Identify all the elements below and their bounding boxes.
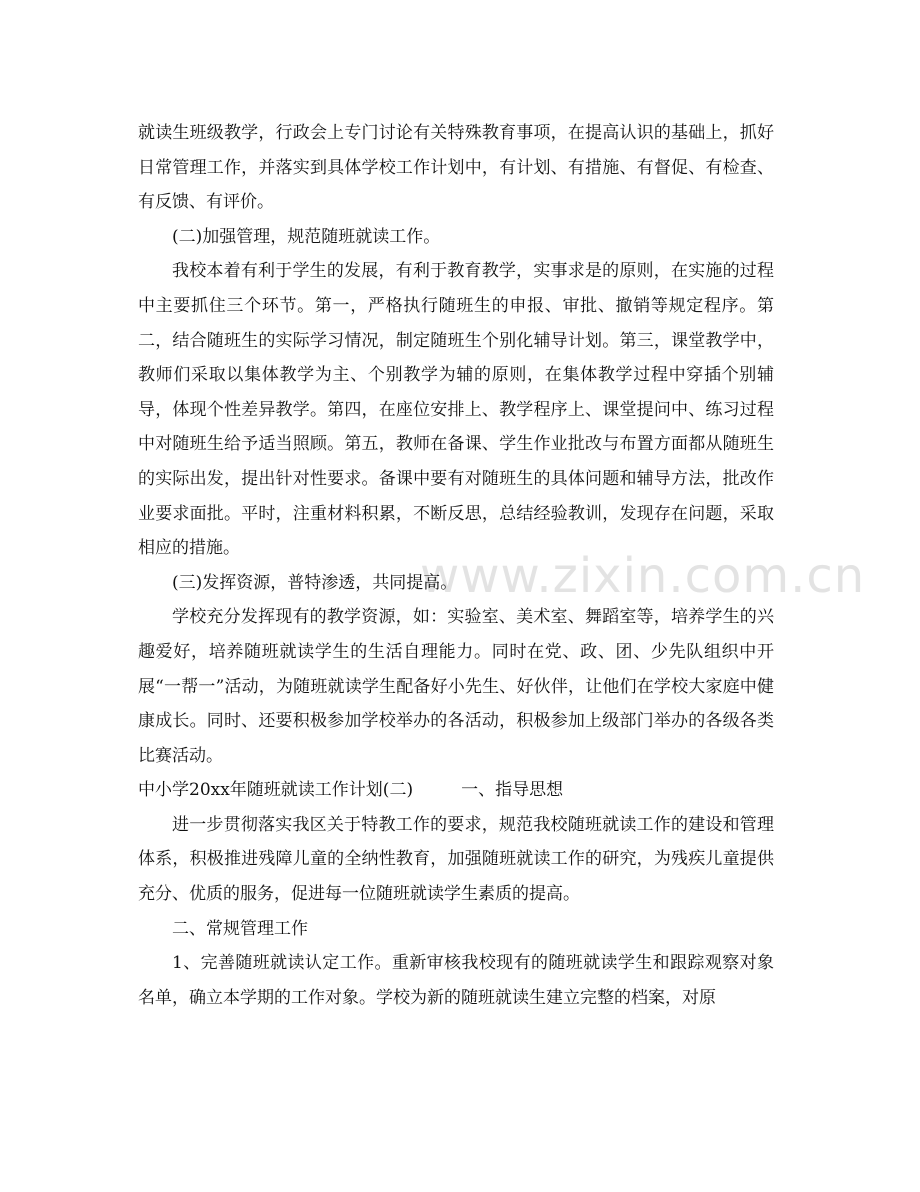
watermark: www.zixin.com.cn bbox=[420, 548, 866, 604]
plan-title-line bbox=[138, 773, 774, 808]
paragraph-8: 1、完善随班就读认定工作。重新审核我校现有的随班就读学生和跟踪观察对象名单，确立本学期的工作对象。学校为新的随班就读生建立完整的档案，对原 bbox=[138, 953, 774, 1008]
plan-title: 中小学20xx年随班就读工作计划(二) bbox=[138, 780, 414, 801]
paragraph-6: 进一步贯彻落实我区关于特教工作的要求，规范我校随班就读工作的建设和管理体系，积极推进残障儿童的全纳性教育，加强随班就读工作的研究，为残疾儿童提供充分、优质的服务，促进每一位随班就读学生素质的提高。 bbox=[138, 814, 774, 905]
document-body bbox=[138, 116, 774, 1015]
section-heading-routine: 二、常规管理工作 bbox=[172, 918, 308, 939]
paragraph-5: 学校充分发挥现有的教学资源，如：实验室、美术室、舞蹈室等，培养学生的兴趣爱好，培养随班就读学生的生活自理能力。同时在党、政、团、少先队组织中开展“一帮一”活动，为随班就读学生配备好小先生、好伙伴，让他们在学校大家庭中健康成长。同时、还要积极参加学校举办的各活动，积极参加上级部门举办的各级各类比赛活动。 bbox=[138, 607, 774, 766]
section-heading-2: (二)加强管理，规范随班就读工作。 bbox=[172, 226, 441, 247]
section-title: 一、指导思想 bbox=[461, 780, 564, 801]
paragraph-1: 就读生班级教学，行政会上专门讨论有关特殊教育事项，在提高认识的基础上，抓好日常管理工作，并落实到具体学校工作计划中，有计划、有措施、有督促、有检查、有反馈、有评价。 bbox=[138, 123, 774, 213]
paragraph-3: 我校本着有利于学生的发展，有利于教育教学，实事求是的原则，在实施的过程中主要抓住三个环节。第一，严格执行随班生的申报、审批、撤销等规定程序。第二，结合随班生的实际学习情况，制定随班生个别化辅导计划。第三，课堂教学中，教师们采取以集体教学为主、个别教学为辅的原则，在集体教学过程中穿插个别辅导，体现个性差异教学。第四，在座位安排上、教学程序上、课堂提问中、练习过程中对随班生给予适当照顾。第五，教师在备课、学生作业批改与布置方面都从随班生的实际出发，提出针对性要求。备课中要有对随班生的具体问题和辅导方法，批改作业要求面批。平时，注重材料积累，不断反思，总结经验教训，发现存在问题，采取相应的措施。 bbox=[138, 261, 774, 559]
section-heading-3: (三)发挥资源，普特渗透，共同提高。 bbox=[172, 572, 458, 593]
